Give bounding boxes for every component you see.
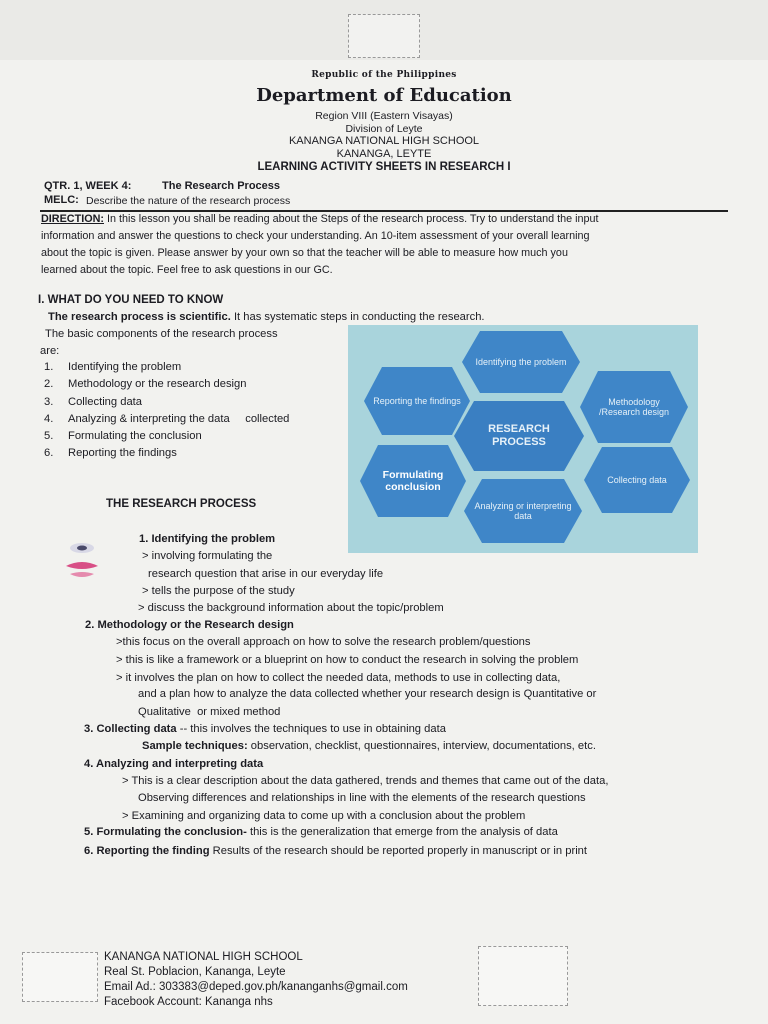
step-2-title: 2. Methodology or the Research design: [85, 619, 294, 631]
list-item: 6. Reporting the findings: [44, 447, 177, 460]
step-6-text: Results of the research should be reported properly in manuscript or in print: [212, 845, 588, 857]
step-4-point-c: > Examining and organizing data to come up with a conclusion about the problem: [122, 810, 526, 822]
step-2-point-d: and a plan how to analyze the data collected whether your research design is Quantitative or: [138, 688, 597, 700]
step-5-text: this is the generalization that emerge from the analysis of data: [249, 826, 558, 838]
footer-facebook: Facebook Account: Kananga nhs: [104, 996, 273, 1008]
step-1-point-c: > tells the purpose of the study: [142, 585, 295, 597]
direction-line-3: about the topic is given. Please answer by your own so that the teacher will be able to measure how much you: [41, 247, 568, 259]
direction-label: DIRECTION:: [41, 213, 104, 225]
melc-value: Describe the nature of the research process: [86, 195, 291, 207]
step-2-point-b: > this is like a framework or a blueprint on how to conduct the research in solving the problem: [116, 654, 579, 666]
step-3-sample-text: observation, checklist, questionnaires, interview, documentations, etc.: [250, 740, 596, 752]
step-3-title: 3. Collecting data: [84, 723, 177, 735]
step-1-title: 1. Identifying the problem: [139, 533, 276, 545]
qtr-value: The Research Process: [162, 180, 281, 192]
step-2-point-a: >this focus on the overall approach on how to solve the research problem/questions: [116, 636, 531, 648]
list-item: 5. Formulating the conclusion: [44, 430, 202, 443]
section-heading: I. WHAT DO YOU NEED TO KNOW: [38, 294, 224, 306]
hex-methodology: Methodology /Research design: [580, 371, 688, 443]
research-process-diagram: [348, 325, 698, 553]
republic-line: Republic of the Philippines: [311, 70, 457, 80]
lead-bold: The research process is scientific.: [48, 311, 231, 323]
process-title: THE RESEARCH PROCESS: [106, 498, 257, 510]
list-item: 3. Collecting data: [44, 395, 143, 408]
step-2-point-c: > it involves the plan on how to collect the needed data, methods to use in collecting data,: [116, 672, 561, 684]
step-3-samples: [142, 740, 596, 752]
department-title: Department of Education: [256, 85, 512, 106]
step-4-point-a: > This is a clear description about the data gathered, trends and themes that came out of the data,: [122, 775, 609, 787]
divider-rule: [40, 210, 728, 212]
step-6-line: [84, 845, 587, 857]
direction-line-4: learned about the topic. Feel free to ask questions in our GC.: [41, 264, 333, 276]
basic-components-line-2: are:: [40, 345, 60, 357]
step-1-point-d: > discuss the background information about the topic/problem: [138, 602, 444, 614]
list-item: 2. Methodology or the research design: [44, 378, 247, 391]
step-3-line: [84, 723, 446, 735]
direction-line-1: [41, 213, 599, 225]
region-line: Region VIII (Eastern Visayas): [315, 110, 453, 122]
direction-text-1: In this lesson you shall be reading about the Steps of the research process. Try to understand the input: [106, 213, 599, 225]
step-5-title: 5. Formulating the conclusion-: [84, 826, 247, 838]
photo-placeholder: [348, 14, 420, 58]
town-line: KANANGA, LEYTE: [336, 148, 432, 160]
footer-school: KANANGA NATIONAL HIGH SCHOOL: [104, 951, 303, 963]
step-1-point-b: research question that arise in our everyday life: [148, 568, 384, 580]
school-line: KANANGA NATIONAL HIGH SCHOOL: [288, 135, 480, 147]
division-line: Division of Leyte: [345, 123, 423, 135]
step-2-point-e: Qualitative or mixed method: [138, 706, 281, 718]
step-1-point-a: > involving formulating the: [142, 550, 273, 562]
direction-line-2: information and answer the questions to check your understanding. An 10-item assessment of your overall learning: [41, 230, 590, 242]
step-6-title: 6. Reporting the finding: [84, 845, 210, 857]
components-list: [44, 361, 289, 465]
step-5-line: [84, 826, 558, 838]
deped-logo-placeholder: [22, 952, 98, 1002]
hex-research-process: RESEARCH PROCESS: [454, 401, 584, 471]
qtr-label: QTR. 1, WEEK 4:: [44, 180, 132, 192]
basic-components-line-1: The basic components of the research process: [45, 328, 278, 340]
hex-collecting-data: Collecting data: [584, 447, 690, 513]
step-3-sample-label: Sample techniques:: [142, 740, 248, 752]
sheet-title: LEARNING ACTIVITY SHEETS IN RESEARCH I: [257, 161, 511, 173]
lead-rest: It has systematic steps in conducting the research.: [233, 311, 485, 323]
list-item: 4. Analyzing & interpreting the data collected: [44, 412, 290, 425]
step-3-text: -- this involves the techniques to use in obtaining data: [179, 723, 446, 735]
step-4-title: 4. Analyzing and interpreting data: [84, 758, 264, 770]
decorative-graphic: [60, 540, 104, 584]
step-4-point-b: Observing differences and relationships in line with the elements of the research questions: [138, 792, 586, 804]
hex-identifying-problem: Identifying the problem: [462, 331, 580, 393]
melc-label: MELC:: [44, 194, 79, 206]
hex-reporting-findings: Reporting the findings: [364, 367, 470, 435]
school-logo-placeholder: [478, 946, 568, 1006]
lead-sentence: [48, 311, 485, 323]
hex-analyzing-data: Analyzing or interpreting data: [464, 479, 582, 543]
footer-email: Email Ad.: 303383@deped.gov.ph/kananganhs@gmail.com: [104, 981, 408, 993]
footer-address: Real St. Poblacion, Kananga, Leyte: [104, 966, 286, 978]
list-item: 1. Identifying the problem: [44, 361, 182, 373]
hex-formulating-conclusion: Formulating conclusion: [360, 445, 466, 517]
